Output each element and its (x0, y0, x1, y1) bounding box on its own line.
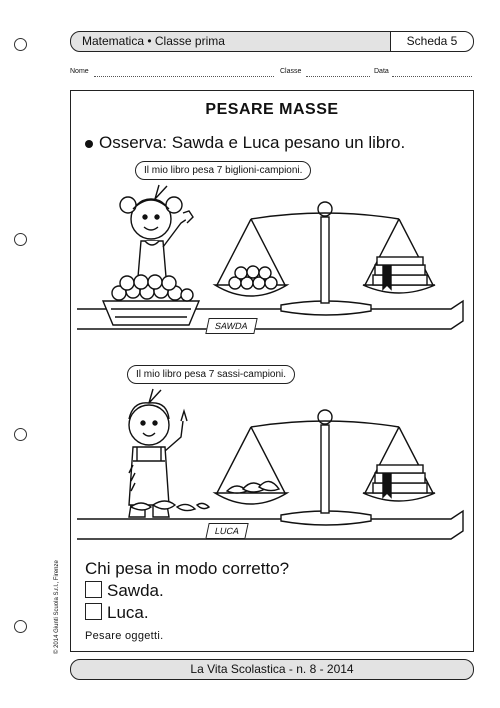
copyright-note: © 2014 Giunti Scuola S.r.l., Firenze (54, 560, 60, 654)
binder-hole-icon (14, 620, 27, 633)
binder-hole-icon (14, 38, 27, 51)
subject-label: Matematica • Classe prima (82, 34, 225, 48)
date-field[interactable] (392, 76, 472, 77)
page-header (70, 31, 474, 52)
option-sawda[interactable] (85, 581, 164, 601)
scene-luca (71, 365, 473, 545)
sheet-label: Scheda 5 (390, 32, 473, 51)
instruction-text: Osserva: Sawda e Luca pesano un libro. (99, 133, 406, 152)
instruction (85, 133, 405, 153)
worksheet-frame (70, 90, 474, 652)
speech-bubble-luca: Il mio libro pesa 7 sassi-campioni. (127, 365, 295, 384)
bullet-icon (85, 140, 93, 148)
name-field[interactable] (94, 76, 274, 77)
binder-hole-icon (14, 428, 27, 441)
name-label: Nome (70, 68, 89, 75)
name-tag-luca: LUCA (205, 523, 248, 539)
name-tag-sawda: SAWDA (205, 318, 257, 334)
option-label: Luca. (107, 603, 149, 622)
option-label: Sawda. (107, 581, 164, 600)
speech-bubble-sawda: Il mio libro pesa 7 biglioni-campioni. (135, 161, 311, 180)
skill-label: Pesare oggetti. (85, 630, 164, 642)
binder-hole-icon (14, 233, 27, 246)
checkbox[interactable] (85, 581, 102, 598)
option-luca[interactable] (85, 603, 149, 623)
page-footer: La Vita Scolastica - n. 8 - 2014 (70, 659, 474, 680)
boy-illustration (129, 403, 187, 517)
scene-sawda (71, 161, 473, 341)
date-label: Data (374, 68, 389, 75)
marbles-basket-icon (103, 275, 199, 325)
stones-icon (131, 501, 209, 511)
question-text: Chi pesa in modo corretto? (85, 559, 290, 578)
class-label: Classe (280, 68, 302, 75)
student-fields (70, 68, 472, 80)
checkbox[interactable] (85, 603, 102, 620)
class-field[interactable] (306, 76, 370, 77)
page-title: PESARE MASSE (205, 101, 339, 118)
books-icon (373, 257, 427, 289)
